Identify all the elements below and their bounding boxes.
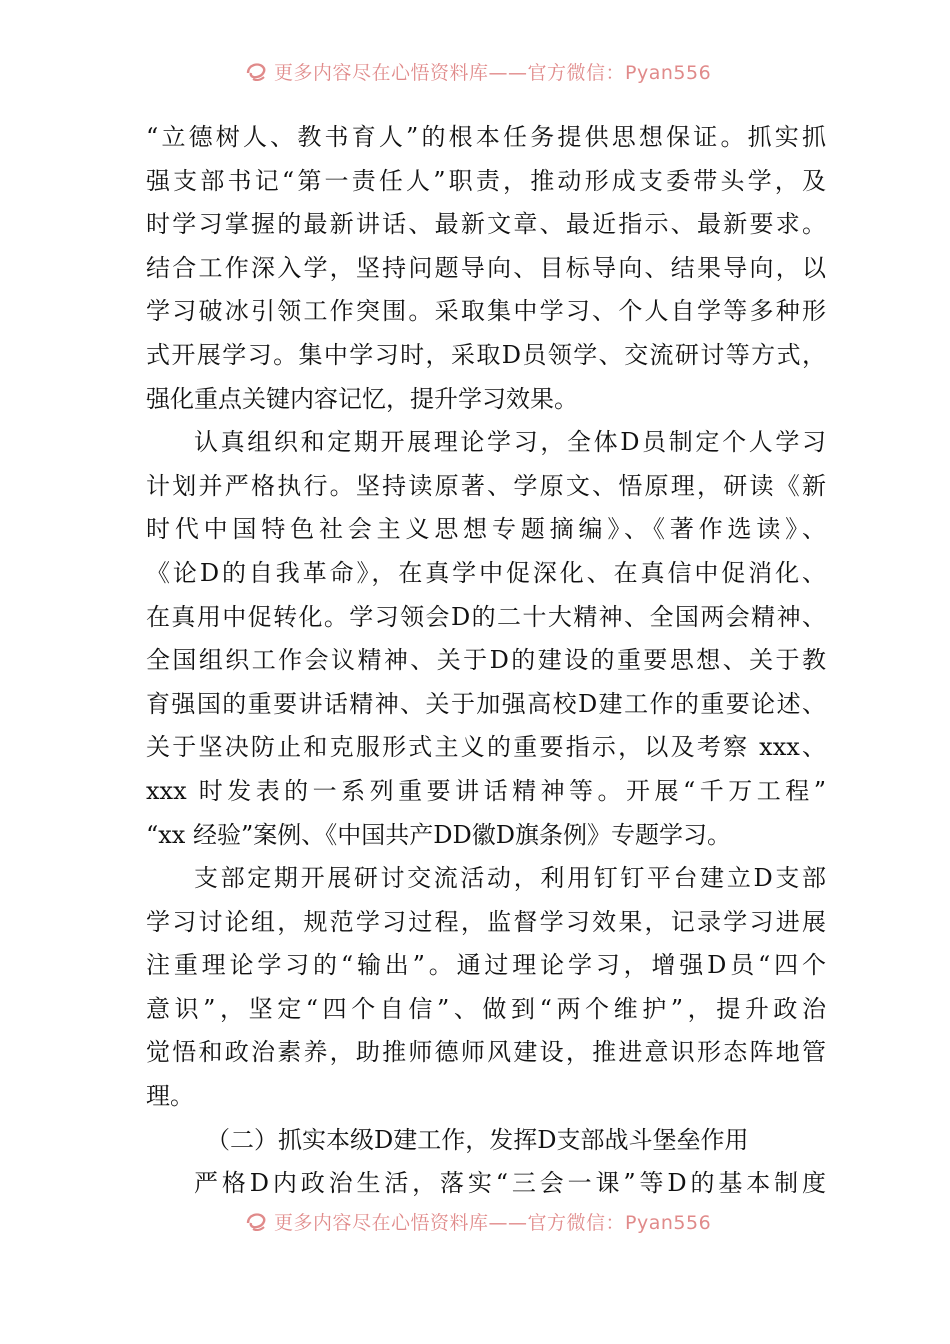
paragraph-3	[146, 857, 826, 1119]
section-heading-text: （二）抓实本级D建工作，发挥D支部战斗堡垒作用	[206, 1125, 749, 1154]
text-line: 强支部书记“第一责任人”职责，推动形成支委带头学，及	[146, 166, 826, 195]
text-line: 强化重点关键内容记忆，提升学习效果。	[146, 384, 578, 413]
text-line: 在真用中促转化。学习领会D的二十大精神、全国两会精神、	[146, 602, 826, 631]
watermark-text: 更多内容尽在心悟资料库——官方微信：Pyan556	[274, 1211, 712, 1234]
watermark-text: 更多内容尽在心悟资料库——官方微信：Pyan556	[274, 61, 712, 84]
paragraph-2	[146, 421, 826, 857]
text-line: 《论D的自我革命》，在真学中促深化、在真信中促消化、	[146, 558, 826, 587]
text-line: 计划并严格执行。坚持读原著、学原文、悟原理，研读《新	[146, 471, 826, 500]
text-line: 意识”，坚定“四个自信”、做到“两个维护”，提升政治	[146, 994, 826, 1023]
text-line: 时代中国特色社会主义思想专题摘编》、《著作选读》、	[146, 515, 826, 544]
section-heading	[146, 1119, 826, 1163]
text-line: 结合工作深入学，坚持问题导向、目标导向、结果导向，以	[146, 253, 826, 282]
text-line: 学习破冰引领工作突围。采取集中学习、个人自学等多种形	[146, 297, 826, 326]
text-line: 全国组织工作会议精神、关于D的建设的重要思想、关于教	[146, 646, 826, 675]
text-line: 理。	[146, 1082, 194, 1111]
stylized-logo-icon	[244, 59, 268, 83]
text-line: 学习讨论组，规范学习过程，监督学习效果，记录学习进展	[146, 907, 826, 936]
text-line: 育强国的重要讲话精神、关于加强高校D建工作的重要论述、	[146, 689, 826, 718]
text-line: 时学习掌握的最新讲话、最新文章、最近指示、最新要求。	[146, 210, 826, 239]
text-line: 式开展学习。集中学习时，采取D员领学、交流研讨等方式，	[146, 340, 826, 369]
text-line: 觉悟和政治素养，助推师德师风建设，推进意识形态阵地管	[146, 1038, 826, 1067]
paragraph-4	[146, 1162, 826, 1206]
text-line: “xx 经验”案例、《中国共产DD徽D旗条例》专题学习。	[146, 820, 731, 849]
paragraph-1	[146, 116, 826, 421]
stylized-logo-icon	[244, 1209, 268, 1233]
watermark-header	[244, 56, 764, 86]
document-body	[146, 116, 826, 1206]
text-line: “立德树人、教书育人”的根本任务提供思想保证。抓实抓	[146, 123, 826, 151]
text-line: 支部定期开展研讨交流活动，利用钉钉平台建立D支部	[194, 864, 826, 893]
text-line: 认真组织和定期开展理论学习，全体D员制定个人学习	[194, 428, 826, 457]
text-line: xxx 时发表的一系列重要讲话精神等。开展“千万工程”	[146, 776, 826, 805]
text-line: 注重理论学习的“输出”。通过理论学习，增强D员“四个	[146, 951, 826, 980]
watermark-footer	[244, 1206, 764, 1236]
text-line: 严格D内政治生活，落实“三会一课”等D的基本制度	[194, 1169, 826, 1198]
text-line: 关于坚决防止和克服形式主义的重要指示，以及考察 xxx、	[146, 733, 826, 762]
